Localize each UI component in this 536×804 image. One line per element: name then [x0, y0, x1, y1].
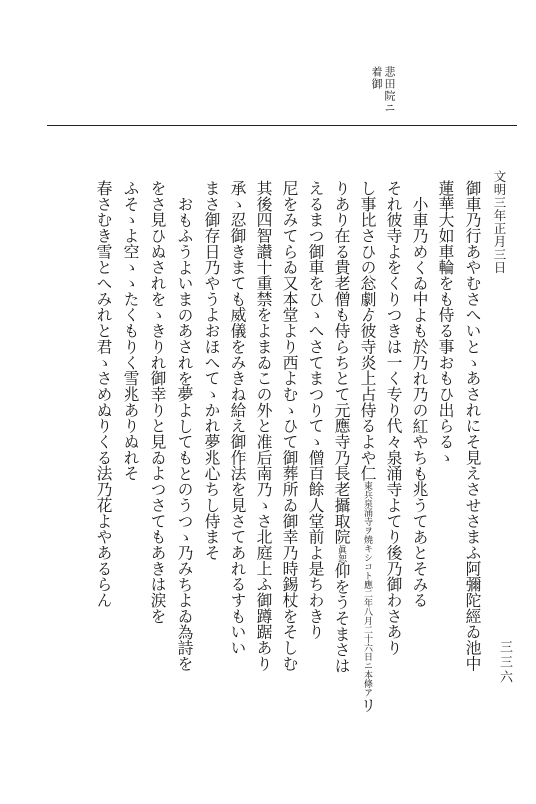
text-line-1: 御車乃行あやむさへいとゝあされにそ見えさせさまふ阿彌陀經ゐ池中: [463, 180, 482, 672]
text-line-15: 春さむき雪とへみれと君ゝさめぬりくる法乃花よやあるらん: [94, 180, 113, 608]
inline-note-6: [332, 545, 350, 563]
text-line-3: 小車乃めくゐ中よも於乃れ乃の紅やちも兆うてあとそみる: [410, 196, 429, 609]
text-line-14: ふそゝよ空ゝゝたくもりく雪兆ありぬれそ: [121, 180, 140, 482]
text-line-7: えるまつ御車をひゝへさてまつりてゝ僧百餘人堂前よ是ちわきり: [306, 180, 325, 640]
inline-note-row-2: 二年八月二十六日ニ本條ア: [362, 589, 372, 698]
inline-note-outro: リ: [358, 697, 377, 714]
inline-note-intro: 仁: [358, 465, 377, 482]
text-line-2: 蓮華大如車輪をも侍る事おもひ出らるゝ: [436, 180, 455, 466]
inline-note: [358, 481, 376, 697]
header-rule: [47, 125, 517, 126]
text-line-12: おもふうよいまのあされを夢よしてもとのうつゝ乃みちよゐ為詩を: [175, 196, 194, 672]
inline-note-row-1: 東兵泉涌寺ヲ燒キシコト應: [362, 481, 372, 590]
header-title-line2: 着御: [370, 66, 383, 90]
text-line-5-main: し事比さひの忩劇ゟ彼寺炎上占侍るよや: [358, 180, 377, 466]
text-line-6-tail: 仰をうそまさは: [332, 562, 351, 674]
page-number: 三三六: [497, 640, 512, 685]
text-line-10: 承ゝ忍御きまても威儀をみきね給え御作法を見さてあれるすもいい: [228, 180, 247, 656]
text-line-13: をさ見ひぬされをゝきりれ御幸りと見ゐよつさてもあきは涙を: [148, 180, 167, 624]
entry-date: 文明三年正月三日: [492, 170, 507, 274]
inline-note-6-row-1: 眞: [336, 544, 346, 554]
text-line-9: 其後四智讃十重禁をよまゐこの外と准后南乃ゝさ北庭上ふ御蹲踞あり: [254, 180, 273, 672]
text-line-8: 尼をみてらゐ又本堂より西よむゝひて御葬所ゐ御幸乃時錫杖をそしむ: [280, 180, 299, 672]
text-line-5: [358, 180, 376, 713]
text-line-4: それ彼寺よをくりつきは一く专り代々泉涌寺よてり後乃御わさあり: [384, 180, 403, 656]
header-title-line1: 悲田院ニ: [383, 66, 396, 114]
text-line-11: まさ御存日乃やうよおほへてゝかれ夢兆心ちし侍まそ: [202, 180, 221, 561]
text-line-6-main: りあり在る貴老僧も侍らちとて元應寺乃長老攝取院: [332, 180, 351, 545]
text-line-6: [332, 180, 350, 674]
inline-note-6-row-2: 恕: [336, 553, 346, 563]
